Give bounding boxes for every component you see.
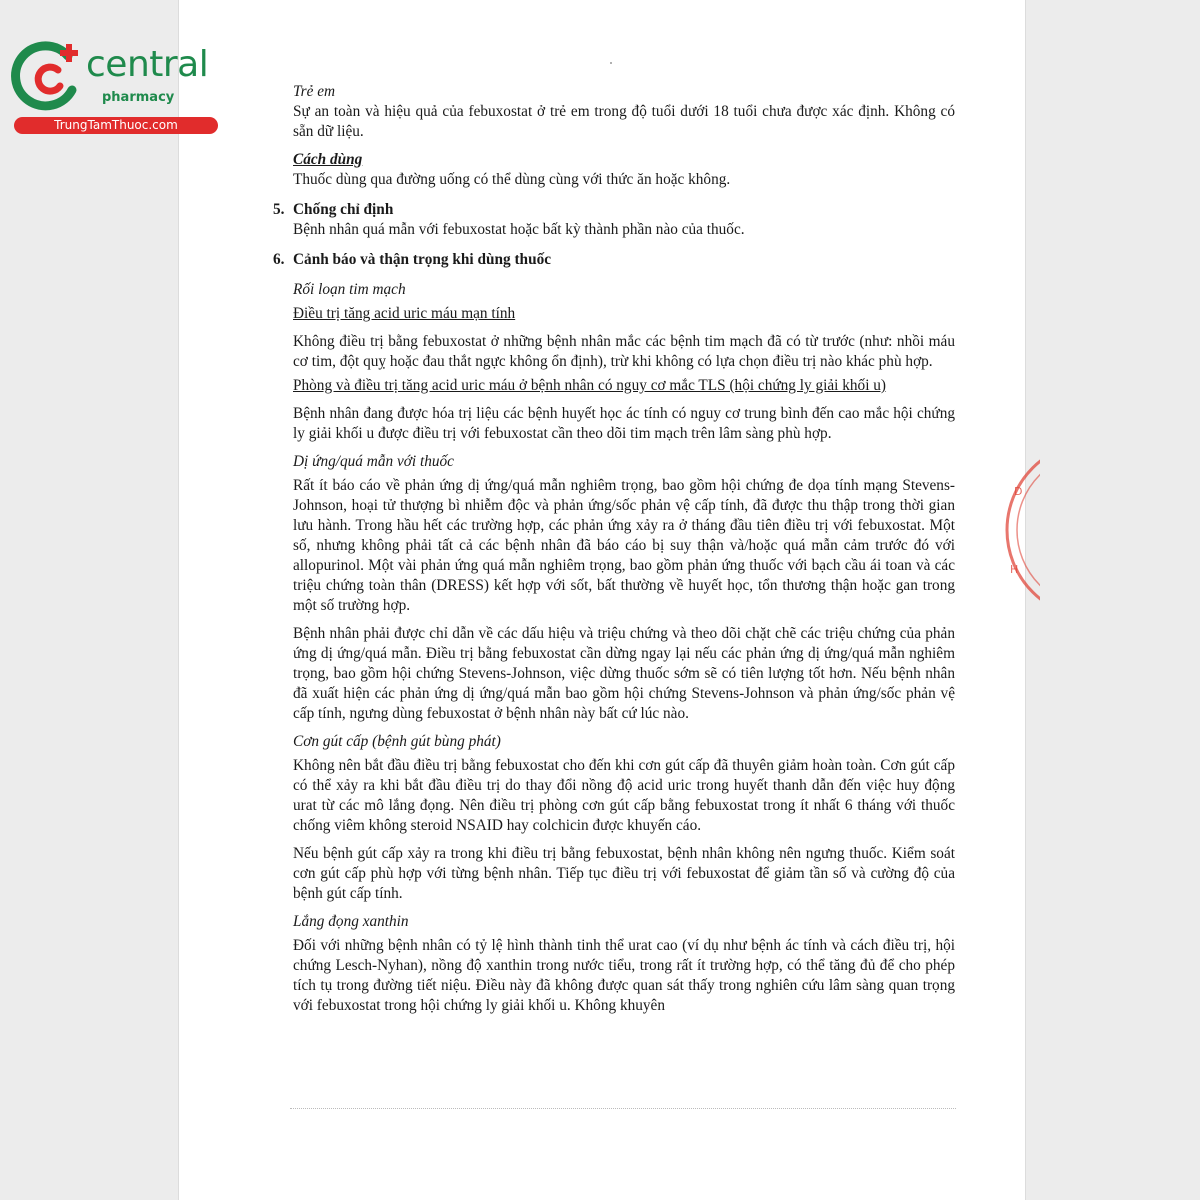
svg-text:H: H [1010, 563, 1019, 576]
allergy-heading: Dị ứng/quá mẫn với thuốc [293, 453, 454, 470]
scan-speck [610, 62, 612, 64]
svg-text:D: D [1014, 485, 1023, 498]
cardio-subheading-2: Phòng và điều trị tăng acid uric máu ở bệnh nhân có nguy cơ mắc TLS (hội chứng ly giải khối u) [293, 377, 887, 394]
cardio-paragraph-2: Bệnh nhân đang được hóa trị liệu các bệnh huyết học ác tính có nguy cơ trung bình đến cao mắc hội chứng ly giải khối u được điều trị với febuxostat cần theo dõi tim mạch trên lâm sàng phù hợp. [293, 405, 955, 442]
gout-paragraph-2: Nếu bệnh gút cấp xảy ra trong khi điều trị bằng febuxostat, bệnh nhân không nên ngưng thuốc. Kiểm soát cơn gút cấp phù hợp với từng bệnh nhân. Tiếp tục điều trị với febuxostat để giảm tần số và cường độ của bệnh gút cấp tính. [293, 845, 955, 902]
usage-paragraph: Thuốc dùng qua đường uống có thể dùng cùng với thức ăn hoặc không. [293, 171, 731, 188]
usage-heading: Cách dùng [293, 151, 363, 168]
cardio-subheading-1: Điều trị tăng acid uric máu mạn tính [293, 305, 516, 322]
logo-website: TrungTamThuoc.com [14, 117, 218, 134]
contraindication-paragraph: Bệnh nhân quá mẫn với febuxostat hoặc bất kỳ thành phần nào của thuốc. [293, 221, 745, 238]
central-pharmacy-logo[interactable] [10, 38, 215, 138]
cardio-heading: Rối loạn tim mạch [293, 281, 406, 298]
section-5-title: Chống chỉ định [293, 201, 394, 218]
section-5-number: 5. [273, 201, 285, 218]
gout-heading: Cơn gút cấp (bệnh gút bùng phát) [293, 733, 501, 750]
document-content [273, 82, 955, 1016]
allergy-paragraph-1: Rất ít báo cáo về phản ứng dị ứng/quá mẫn nghiêm trọng, bao gồm hội chứng đe dọa tính mạng Stevens-Johnson, hoại tử thượng bì nhiễm độc và phản ứng/sốc phản vệ cấp tính, đã được thu thập trong thời gian lưu hành. Trong hầu hết các trường hợp, các phản ứng xảy ra ở tháng đầu tiên điều trị với febuxostat. Một số, nhưng không phải tất cả các bệnh nhân đã báo cáo bị suy thận và/hoặc quá mẫn cảm trước đó với allopurinol. Một vài phản ứng quá mẫn nghiêm trọng, bao gồm phản ứng thuốc với bạch cầu ái toan và các triệu chứng toàn thân (DRESS) kết hợp với sốt, bất thường về huyết học, tổn thương thận hoặc gan trong một số trường hợp. [293, 477, 955, 614]
allergy-paragraph-2: Bệnh nhân phải được chỉ dẫn về các dấu hiệu và triệu chứng và theo dõi chặt chẽ các triệu chứng của phản ứng dị ứng/quá mẫn. Điều trị bằng febuxostat cần dừng ngay lại nếu các phản ứng dị ứng/quá mẫn nghiêm trọng, bao gồm hội chứng Stevens-Johnson, việc dừng thuốc sớm sẽ có tiên lượng tốt hơn. Nếu bệnh nhân đã xuất hiện các phản ứng dị ứng/quá mẫn bao gồm hội chứng Stevens-Johnson và phản ứng/sốc phản vệ cấp tính, ngưng dùng febuxostat ở bệnh nhân này bất cứ lúc nào. [293, 625, 955, 722]
section-5-heading [273, 200, 955, 220]
section-6-title: Cảnh báo và thận trọng khi dùng thuốc [293, 251, 552, 268]
section-6-number: 6. [273, 251, 285, 268]
xanthine-heading: Lắng đọng xanthin [293, 913, 409, 930]
section-6-heading [273, 250, 955, 270]
seal-stamp-fragment [1000, 455, 1040, 605]
logo-brand-name: central [86, 44, 209, 85]
children-paragraph: Sự an toàn và hiệu quả của febuxostat ở trẻ em trong độ tuổi dưới 18 tuổi chưa được xác định. Không có sẵn dữ liệu. [293, 103, 955, 140]
children-heading: Trẻ em [293, 83, 336, 100]
logo-subtitle: pharmacy [102, 90, 175, 105]
footer-divider [290, 1108, 956, 1109]
cardio-paragraph-1: Không điều trị bằng febuxostat ở những bệnh nhân mắc các bệnh tim mạch đã có từ trước (như: nhồi máu cơ tim, đột quỵ hoặc đau thắt ngực không ổn định), trừ khi không có lựa chọn điều trị nào khác phù hợp. [293, 333, 955, 370]
xanthine-paragraph: Đối với những bệnh nhân có tỷ lệ hình thành tinh thể urat cao (ví dụ như bệnh ác tính và cách điều trị, hội chứng Lesch-Nyhan), nồng độ xanthin trong nước tiểu, trong rất ít trường hợp, có thể tăng đủ để cho phép tích tụ trong đường tiết niệu. Điều này đã không được quan sát thấy trong nghiên cứu lâm sàng quan trọng với febuxostat trong hội chứng ly giải khối u. Không khuyên [293, 937, 955, 1014]
pharmacy-cross-logo-icon [10, 38, 88, 116]
gout-paragraph-1: Không nên bắt đầu điều trị bằng febuxostat cho đến khi cơn gút cấp đã thuyên giảm hoàn toàn. Cơn gút cấp có thể xảy ra khi bắt đầu điều trị do thay đổi nồng độ acid uric trong huyết thanh dẫn đến việc huy động urat từ các mô lắng đọng. Nên điều trị phòng cơn gút cấp bằng febuxostat trong ít nhất 6 tháng với thuốc chống viêm không steroid NSAID hay colchicin được khuyến cáo. [293, 757, 955, 834]
